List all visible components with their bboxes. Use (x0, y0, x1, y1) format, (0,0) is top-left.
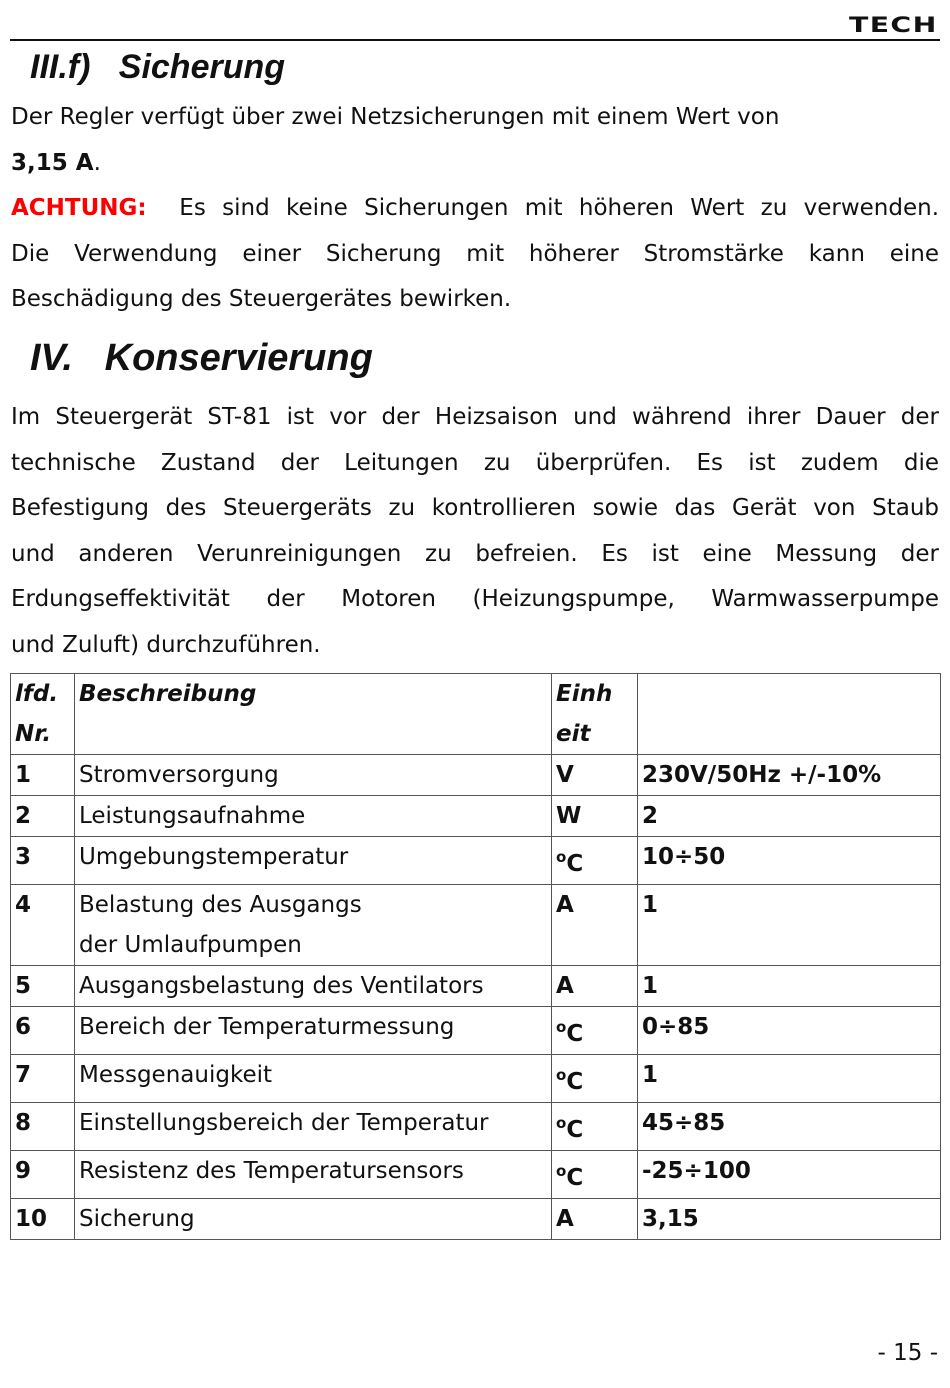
sentence-end: . (93, 149, 101, 176)
row-nr: 5 (11, 966, 75, 1007)
header-value (638, 674, 941, 755)
paragraph-line: Befestigung des Steuergeräts zu kontrollieren sowie das Gerät von Staub (11, 495, 939, 521)
degree-sign: o (556, 1018, 567, 1036)
row-unit (552, 1103, 638, 1151)
row-nr: 3 (11, 837, 75, 885)
unit-letter: C (566, 1165, 584, 1191)
row-value: 230V/50Hz +/-10% (638, 755, 941, 796)
paragraph-sicherung (11, 95, 939, 323)
row-unit: W (552, 796, 638, 837)
row-unit (552, 837, 638, 885)
header-nr (11, 674, 75, 755)
paragraph-line: und anderen Verunreinigungen zu befreien. Es ist eine Messung der (11, 540, 939, 567)
degree-sign: o (556, 848, 567, 866)
row-value: -25÷100 (638, 1151, 941, 1199)
table-row (11, 1151, 941, 1199)
paragraph-line: Die Verwendung einer Sicherung mit höherer Stromstärke kann eine (11, 240, 939, 267)
row-value: 1 (638, 966, 941, 1007)
table-row (11, 755, 941, 796)
technical-data-table (10, 673, 941, 1240)
row-value: 3,15 (638, 1199, 941, 1240)
row-unit: A (552, 1199, 638, 1240)
header-unit-line2: eit (556, 721, 591, 747)
row-unit (552, 1007, 638, 1055)
section-heading-konservierung: IV. Konservierung (30, 337, 373, 379)
table-row (11, 885, 941, 966)
paragraph-line: und Zuluft) durchzuführen. (11, 631, 321, 658)
degree-sign: o (556, 1162, 567, 1180)
row-nr: 10 (11, 1199, 75, 1240)
row-nr: 6 (11, 1007, 75, 1055)
paragraph-line: Der Regler verfügt über zwei Netzsicherungen mit einem Wert von (11, 104, 780, 130)
row-description: Einstellungsbereich der Temperatur (75, 1103, 552, 1151)
paragraph-konservierung (11, 395, 939, 668)
table-row (11, 1007, 941, 1055)
row-description: Umgebungstemperatur (75, 837, 552, 885)
warning-text: Es sind keine Sicherungen mit höheren Wert zu verwenden. (179, 195, 939, 221)
warning-line (11, 186, 939, 232)
unit-letter: C (566, 1117, 584, 1143)
fuse-value: 3,15 A (11, 149, 94, 176)
header-rule (10, 39, 940, 41)
row-nr: 8 (11, 1103, 75, 1151)
paragraph-line: Beschädigung des Steuergerätes bewirken. (11, 286, 512, 312)
row-unit (552, 1151, 638, 1199)
row-value: 0÷85 (638, 1007, 941, 1055)
row-description: Sicherung (75, 1199, 552, 1240)
unit-letter: C (566, 1021, 584, 1047)
degree-sign: o (556, 1066, 567, 1084)
paragraph-line: Im Steuergerät ST-81 ist vor der Heizsaison und während ihrer Dauer der (11, 404, 939, 430)
table-row (11, 1199, 941, 1240)
warning-label: ACHTUNG: (11, 195, 147, 221)
page-number: - 15 - (877, 1340, 938, 1366)
row-description: Leistungsaufnahme (75, 796, 552, 837)
row-nr: 1 (11, 755, 75, 796)
row-unit: A (552, 966, 638, 1007)
description-line1: Belastung des Ausgangs (79, 892, 362, 918)
row-nr: 2 (11, 796, 75, 837)
degree-sign: o (556, 1114, 567, 1132)
row-description (75, 885, 552, 966)
paragraph-line: technische Zustand der Leitungen zu überprüfen. Es ist zudem die (11, 449, 939, 476)
table-row (11, 1103, 941, 1151)
header-description: Beschreibung (75, 674, 552, 755)
row-value: 2 (638, 796, 941, 837)
paragraph-line (11, 141, 939, 187)
header-unit-line1: Einh (556, 681, 613, 707)
paragraph-line: Erdungseffektivität der Motoren (Heizungspumpe, Warmwasserpumpe (11, 586, 939, 612)
row-value: 45÷85 (638, 1103, 941, 1151)
section-heading-sicherung: III.f) Sicherung (30, 48, 286, 86)
unit-letter: C (566, 851, 584, 877)
table-row (11, 837, 941, 885)
row-unit (552, 1055, 638, 1103)
table-row (11, 796, 941, 837)
row-nr: 4 (11, 885, 75, 966)
row-unit: A (552, 885, 638, 966)
description-line2: der Umlaufpumpen (79, 932, 302, 958)
header-nr-line2: Nr. (15, 721, 52, 747)
row-value: 1 (638, 885, 941, 966)
row-description: Resistenz des Temperatursensors (75, 1151, 552, 1199)
row-unit: V (552, 755, 638, 796)
row-description: Messgenauigkeit (75, 1055, 552, 1103)
brand-logo: TECH (849, 13, 938, 37)
table-header-row (11, 674, 941, 755)
row-description: Ausgangsbelastung des Ventilators (75, 966, 552, 1007)
table-row (11, 966, 941, 1007)
row-value: 10÷50 (638, 837, 941, 885)
table-row (11, 1055, 941, 1103)
row-description: Stromversorgung (75, 755, 552, 796)
unit-letter: C (566, 1069, 584, 1095)
row-nr: 7 (11, 1055, 75, 1103)
row-description: Bereich der Temperaturmessung (75, 1007, 552, 1055)
header-nr-line1: lfd. (15, 681, 59, 707)
row-value: 1 (638, 1055, 941, 1103)
header-unit (552, 674, 638, 755)
row-nr: 9 (11, 1151, 75, 1199)
